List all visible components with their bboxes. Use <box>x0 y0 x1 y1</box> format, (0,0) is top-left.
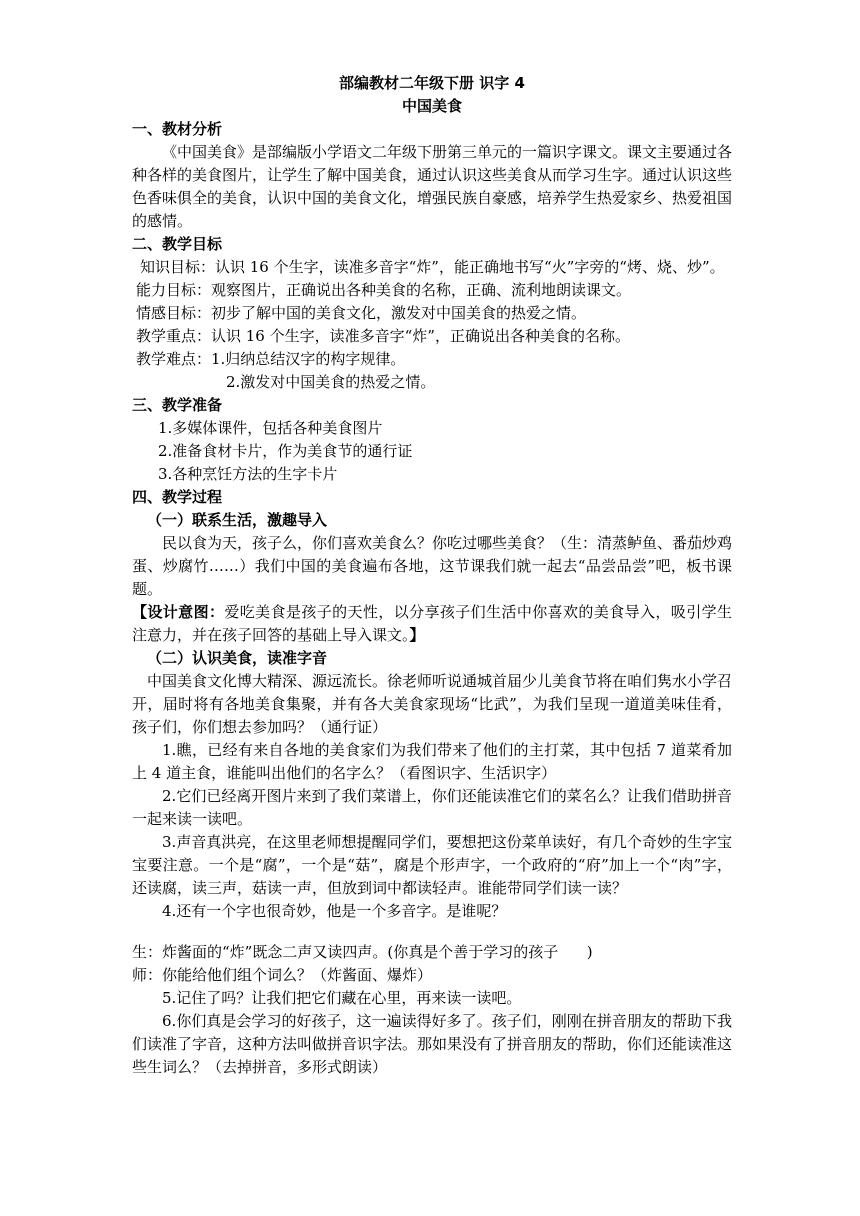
process-part-1-heading: （一）联系生活，激趣导入 <box>147 511 328 529</box>
process-item-1: 1.瞧，已经有来自各地的美食家们为我们带来了他们的主打菜，其中包括 7 道菜肴加上 4 道主食，谁能叫出他们的名字么？（看图识字、生活识字） <box>132 741 732 782</box>
design-intent-end: 】 <box>409 626 425 644</box>
process-item-5: 5.记住了吗？让我们把它们藏在心里，再来读一读吧。 <box>162 989 522 1007</box>
student-reply: 生：炸酱面的“炸”既念二声又读四声。(你真是个善于学习的孩子 ) <box>132 943 593 961</box>
design-intent-label: 【设计意图： <box>132 603 225 621</box>
document-page <box>132 72 732 1079</box>
document-subtitle: 中国美食 <box>401 97 462 115</box>
objective-emotion: 情感目标：初步了解中国的美食文化，激发对中国美食的热爱之情。 <box>136 304 587 322</box>
section-heading-analysis: 一、教材分析 <box>132 120 223 138</box>
objective-knowledge: 知识目标：认识 16 个生字，读准多音字“炸”，能正确地书写“火”字旁的“烤、烧、炒”。 <box>140 258 725 276</box>
objective-ability: 能力目标：观察图片，正确说出各种美食的名称，正确、流利地朗读课文。 <box>136 281 632 299</box>
process-item-2: 2.它们已经离开图片来到了我们菜谱上，你们还能读准它们的菜名么？让我们借助拼音一起来读一读吧。 <box>132 787 732 828</box>
document-title: 部编教材二年级下册 识字 4 <box>339 74 525 92</box>
teaching-difficulty-1: 教学难点：1.归纳总结汉字的构字规律。 <box>136 350 406 368</box>
analysis-paragraph: 《中国美食》是部编版小学语文二年级下册第三单元的一篇识字课文。课文主要通过各种各样的美食图片，让学生了解中国美食，通过认识这些美食从而学习生字。通过认识这些色香味俱全的美食，认识中国的美食文化，增强民族自豪感，培养学生热爱家乡、热爱祖国的感情。 <box>132 143 733 230</box>
process-item-6: 6.你们真是会学习的好孩子，这一遍读得好多了。孩子们，刚刚在拼音朋友的帮助下我们读准了字音，这种方法叫做拼音识字法。那如果没有了拼音朋友的帮助，你们还能读准这些生词么？（去掉拼音，多形式朗读） <box>132 1012 733 1076</box>
section-heading-preparation: 三、教学准备 <box>132 396 223 414</box>
teaching-key-point: 教学重点：认识 16 个生字，读准多音字“炸”，正确说出各种美食的名称。 <box>136 327 630 345</box>
process-item-3: 3.声音真洪亮，在这里老师想提醒同学们，要想把这份菜单读好，有几个奇妙的生字宝宝要注意。一个是“腐”，一个是“菇”，腐是个形声字，一个政府的“府”加上一个“肉”字，还读腐，读三声，菇读一声，但放到词中都读轻声。谁能带同学们读一读？ <box>132 833 732 897</box>
process-part-1-paragraph: 民以食为天，孩子么，你们喜欢美食么？你吃过哪些美食？（生：清蒸鲈鱼、番茄炒鸡蛋、炒腐竹……）我们中国的美食遍布各地，这节课我们就一起去“品尝品尝”吧，板书课题。 <box>132 534 733 598</box>
design-intent-text: 爱吃美食是孩子的天性，以分享孩子们生活中你喜欢的美食导入，吸引学生注意力，并在孩子回答的基础上导入课文。 <box>132 603 732 644</box>
design-intent <box>132 601 732 647</box>
process-item-4: 4.还有一个字也很奇妙，他是一个多音字。是谁呢？ <box>162 902 507 920</box>
teacher-question: 师：你能给他们组个词么？（炸酱面、爆炸） <box>132 966 433 984</box>
process-part-2-heading: （二）认识美食，读准字音 <box>147 649 328 667</box>
process-part-2-intro: 中国美食文化博大精深、源远流长。徐老师听说通城首届少儿美食节将在咱们隽水小学召开，届时将有各地美食集聚，并有各大美食家现场“比武”，为我们呈现一道道美味佳肴，孩子们，你们想去参加吗？（通行证） <box>132 672 733 736</box>
blank-line <box>132 923 732 941</box>
preparation-item: 3.各种烹饪方法的生字卡片 <box>158 465 338 483</box>
section-heading-process: 四、教学过程 <box>132 488 223 506</box>
teaching-difficulty-2: 2.激发对中国美食的热爱之情。 <box>226 373 436 391</box>
preparation-item: 1.多媒体课件，包括各种美食图片 <box>158 419 383 437</box>
section-heading-objectives: 二、教学目标 <box>132 235 223 253</box>
preparation-item: 2.准备食材卡片，作为美食节的通行证 <box>158 442 413 460</box>
